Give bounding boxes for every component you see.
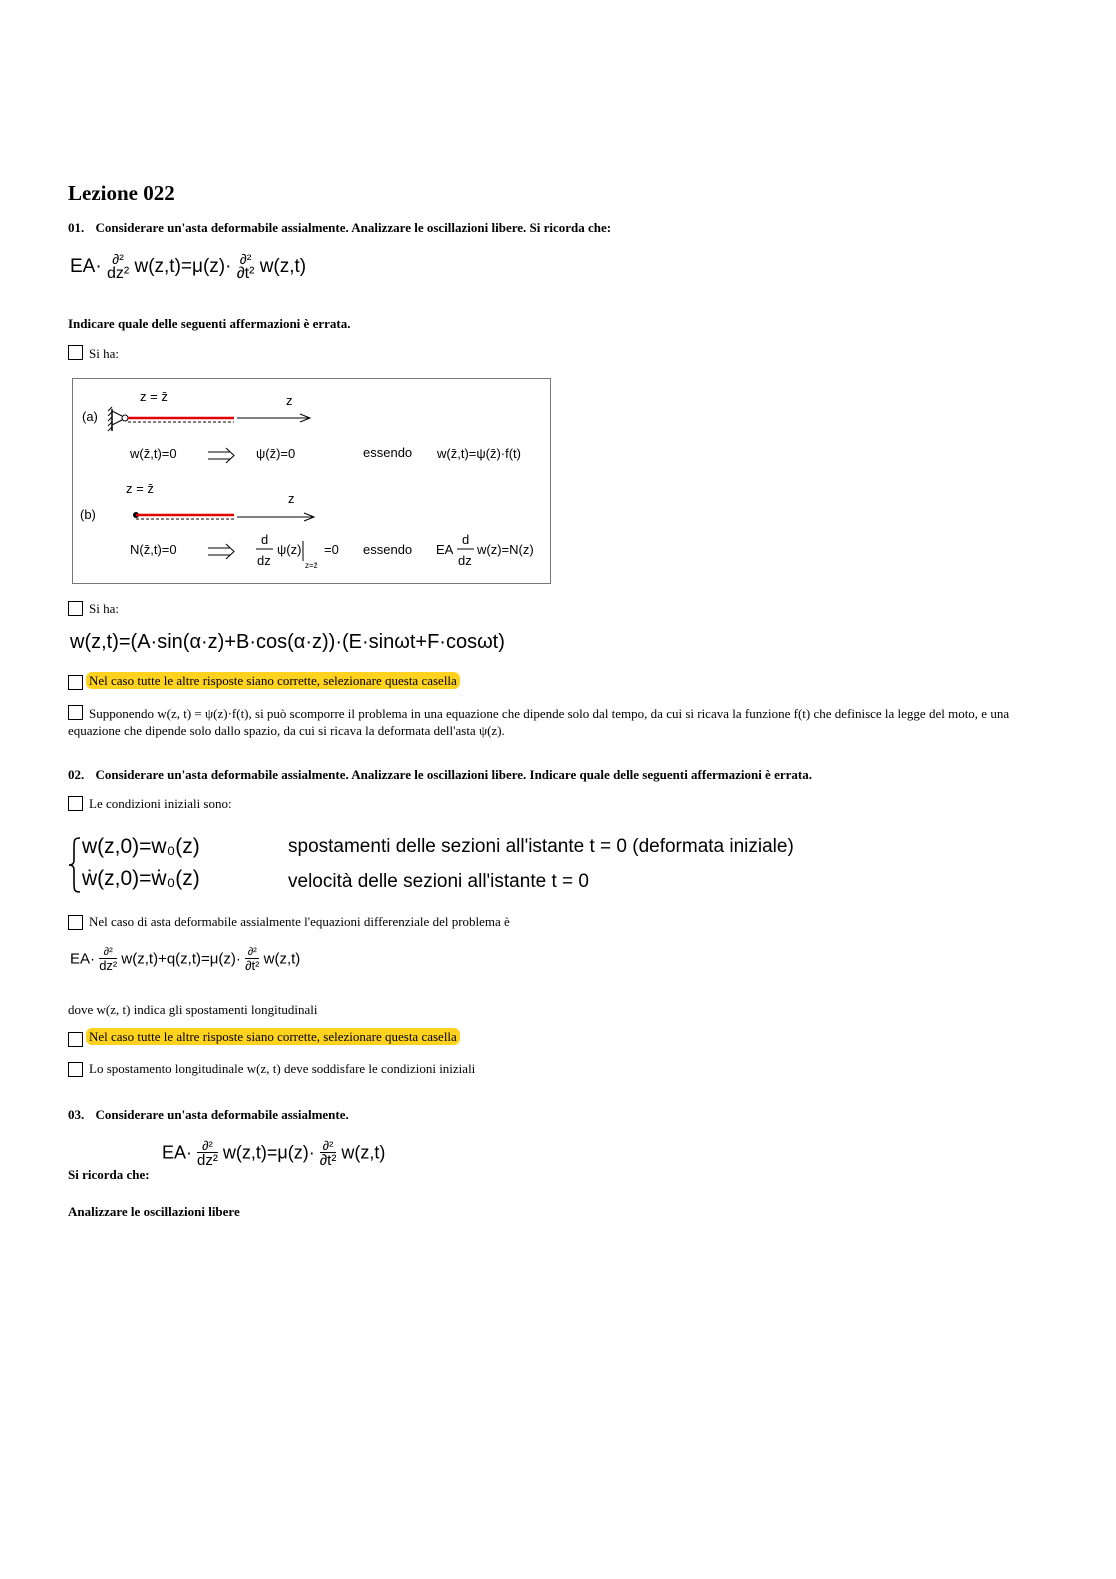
- eq-num: ∂²: [103, 946, 113, 958]
- q1-option-b-checkbox[interactable]: [68, 601, 83, 616]
- question-01-instruction: Indicare quale delle seguenti affermazioni è errata.: [68, 316, 351, 331]
- q1-option-c-label: [86, 673, 460, 689]
- eq-num: ∂²: [202, 1138, 213, 1153]
- question-01-header: [68, 220, 611, 236]
- q1-option-c-text: Nel caso tutte le altre risposte siano corrette, selezionare questa casella: [86, 672, 460, 689]
- question-01-prompt: Considerare un'asta deformabile assialmente. Analizzare le oscillazioni libere. Si ricorda che:: [95, 220, 612, 235]
- eq-term: w(z,t)+q(z,t)=μ(z)·: [121, 950, 241, 968]
- init-cond-2-equation: ẇ(z,0)=ẇ₀(z): [82, 867, 200, 890]
- q2-option-a-checkbox[interactable]: [68, 796, 83, 811]
- eq-den: ∂t²: [236, 265, 255, 282]
- q2-option-b-checkbox[interactable]: [68, 915, 83, 930]
- eq-term: EA·: [70, 950, 96, 968]
- diagram-label-b: (b): [80, 507, 96, 522]
- q1-option-a-label: Si ha:: [89, 346, 119, 361]
- eq-fraction: [107, 252, 129, 282]
- q1-solution-equation: w(z,t)=(A·sin(α·z)+B·cos(α·z))·(E·sinωt+F·cosωt): [70, 631, 505, 653]
- diagram-cond-a: w(z̄,t)=0: [130, 446, 177, 461]
- eq-num: ∂²: [247, 946, 257, 958]
- eq-term: EA·: [162, 1142, 193, 1163]
- init-cond-1-text: spostamenti delle sezioni all'istante t = 0 (deformata iniziale): [288, 836, 794, 857]
- diagram-label-a: (a): [82, 409, 98, 424]
- boundary-conditions-diagram: [72, 378, 551, 584]
- diagram-res-b-sub: z=z̄: [305, 561, 318, 570]
- eq-num: ∂²: [322, 1138, 334, 1153]
- page-title: Lezione 022: [68, 181, 175, 205]
- eq-den: dz²: [197, 1152, 218, 1169]
- question-02-number: 02.: [68, 767, 85, 782]
- eq-term: w(z,t): [341, 1142, 386, 1163]
- diagram-rel-b-pre: EA: [436, 542, 454, 557]
- q2-differential-equation: [70, 947, 300, 972]
- question-01-number: 01.: [68, 220, 85, 235]
- eq-term: w(z,t)=μ(z)·: [222, 1142, 315, 1163]
- diagram-dz-rel: dz: [458, 553, 472, 568]
- diagram-res-b: ψ(z): [277, 542, 302, 557]
- question-02-prompt: Considerare un'asta deformabile assialmente. Analizzare le oscillazioni libere. Indicare quale delle seguenti affermazioni è errata.: [95, 767, 812, 782]
- diagram-zeq-b: z = z̄: [126, 481, 154, 496]
- q2-option-c-label: [86, 1029, 460, 1045]
- diagram-z-b: z: [288, 491, 295, 506]
- eq-term: w(z,t)=μ(z)·: [134, 256, 232, 278]
- eq-num: ∂²: [112, 251, 124, 267]
- eq-fraction: [99, 947, 117, 972]
- diagram-d-rel: d: [462, 532, 470, 547]
- q2-option-b-label: Nel caso di asta deformabile assialmente l'equazioni differenziale del problema è: [89, 914, 510, 929]
- eq-den: dz²: [106, 265, 130, 282]
- diagram-essendo-a: essendo: [363, 445, 413, 460]
- diagram-res-b-eq: =0: [324, 542, 339, 557]
- q2-option-c-text: Nel caso tutte le altre risposte siano corrette, selezionare questa casella: [86, 1028, 460, 1045]
- eq-fraction: [320, 1139, 337, 1168]
- question-03-prompt: Considerare un'asta deformabile assialmente.: [95, 1107, 349, 1122]
- diagram-rel-a: w(z̄,t)=ψ(z̄)·f(t): [437, 446, 521, 461]
- question-01-equation: [70, 252, 306, 282]
- eq-fraction: [197, 1139, 218, 1168]
- q3-tail: Analizzare le oscillazioni libere: [68, 1204, 240, 1219]
- eq-fraction: [237, 252, 255, 282]
- question-03-number: 03.: [68, 1107, 85, 1122]
- diagram-zeq-a: z = z̄: [140, 389, 168, 404]
- eq-term: w(z,t): [263, 950, 301, 968]
- diagram-d-b: d: [261, 532, 269, 547]
- question-03-header: [68, 1107, 349, 1123]
- question-02-header: [68, 767, 812, 783]
- eq-num: ∂²: [239, 251, 252, 267]
- eq-term: w(z,t): [259, 256, 307, 278]
- eq-fraction: [245, 947, 259, 972]
- eq-den: ∂t²: [245, 958, 260, 973]
- diagram-essendo-b: essendo: [363, 542, 413, 557]
- q2-option-d-checkbox[interactable]: [68, 1062, 83, 1077]
- eq-den: dz²: [99, 958, 118, 973]
- q1-option-c-checkbox[interactable]: [68, 675, 83, 690]
- q2-option-c-checkbox[interactable]: [68, 1032, 83, 1047]
- diagram-cond-b: N(z̄,t)=0: [130, 542, 177, 557]
- diagram-rel-b-post: w(z)=N(z): [477, 542, 534, 557]
- q2-option-d-label: Lo spostamento longitudinale w(z, t) deve soddisfare le condizioni iniziali: [89, 1061, 476, 1076]
- init-cond-1-equation: w(z,0)=w₀(z): [82, 835, 200, 858]
- q1-option-b-label: Si ha:: [89, 601, 119, 616]
- q2-option-a-label: Le condizioni iniziali sono:: [89, 796, 232, 811]
- diagram-dz-b: dz: [257, 553, 271, 568]
- q3-equation: [162, 1139, 385, 1168]
- q1-option-a-checkbox[interactable]: [68, 345, 83, 360]
- q2-note: dove w(z, t) indica gli spostamenti longitudinali: [68, 1002, 318, 1017]
- q3-si-ricorda: Si ricorda che:: [68, 1167, 150, 1182]
- q1-option-d-label: Supponendo w(z, t) = ψ(z)·f(t), si può scomporre il problema in una equazione che dipende solo dal tempo, da cui si ricava la funzione f(t) che definisce la legge del moto, e una equazione che dipende solo dallo spazio, da cui si ricava la deformata dell'asta ψ(z).: [68, 706, 1010, 738]
- diagram-z-a: z: [286, 393, 293, 408]
- diagram-res-a: ψ(z̄)=0: [256, 446, 296, 461]
- eq-den: ∂t²: [319, 1152, 337, 1169]
- brace-icon: [68, 836, 82, 894]
- eq-term: EA·: [70, 256, 102, 278]
- init-cond-2-text: velocità delle sezioni all'istante t = 0: [288, 871, 589, 892]
